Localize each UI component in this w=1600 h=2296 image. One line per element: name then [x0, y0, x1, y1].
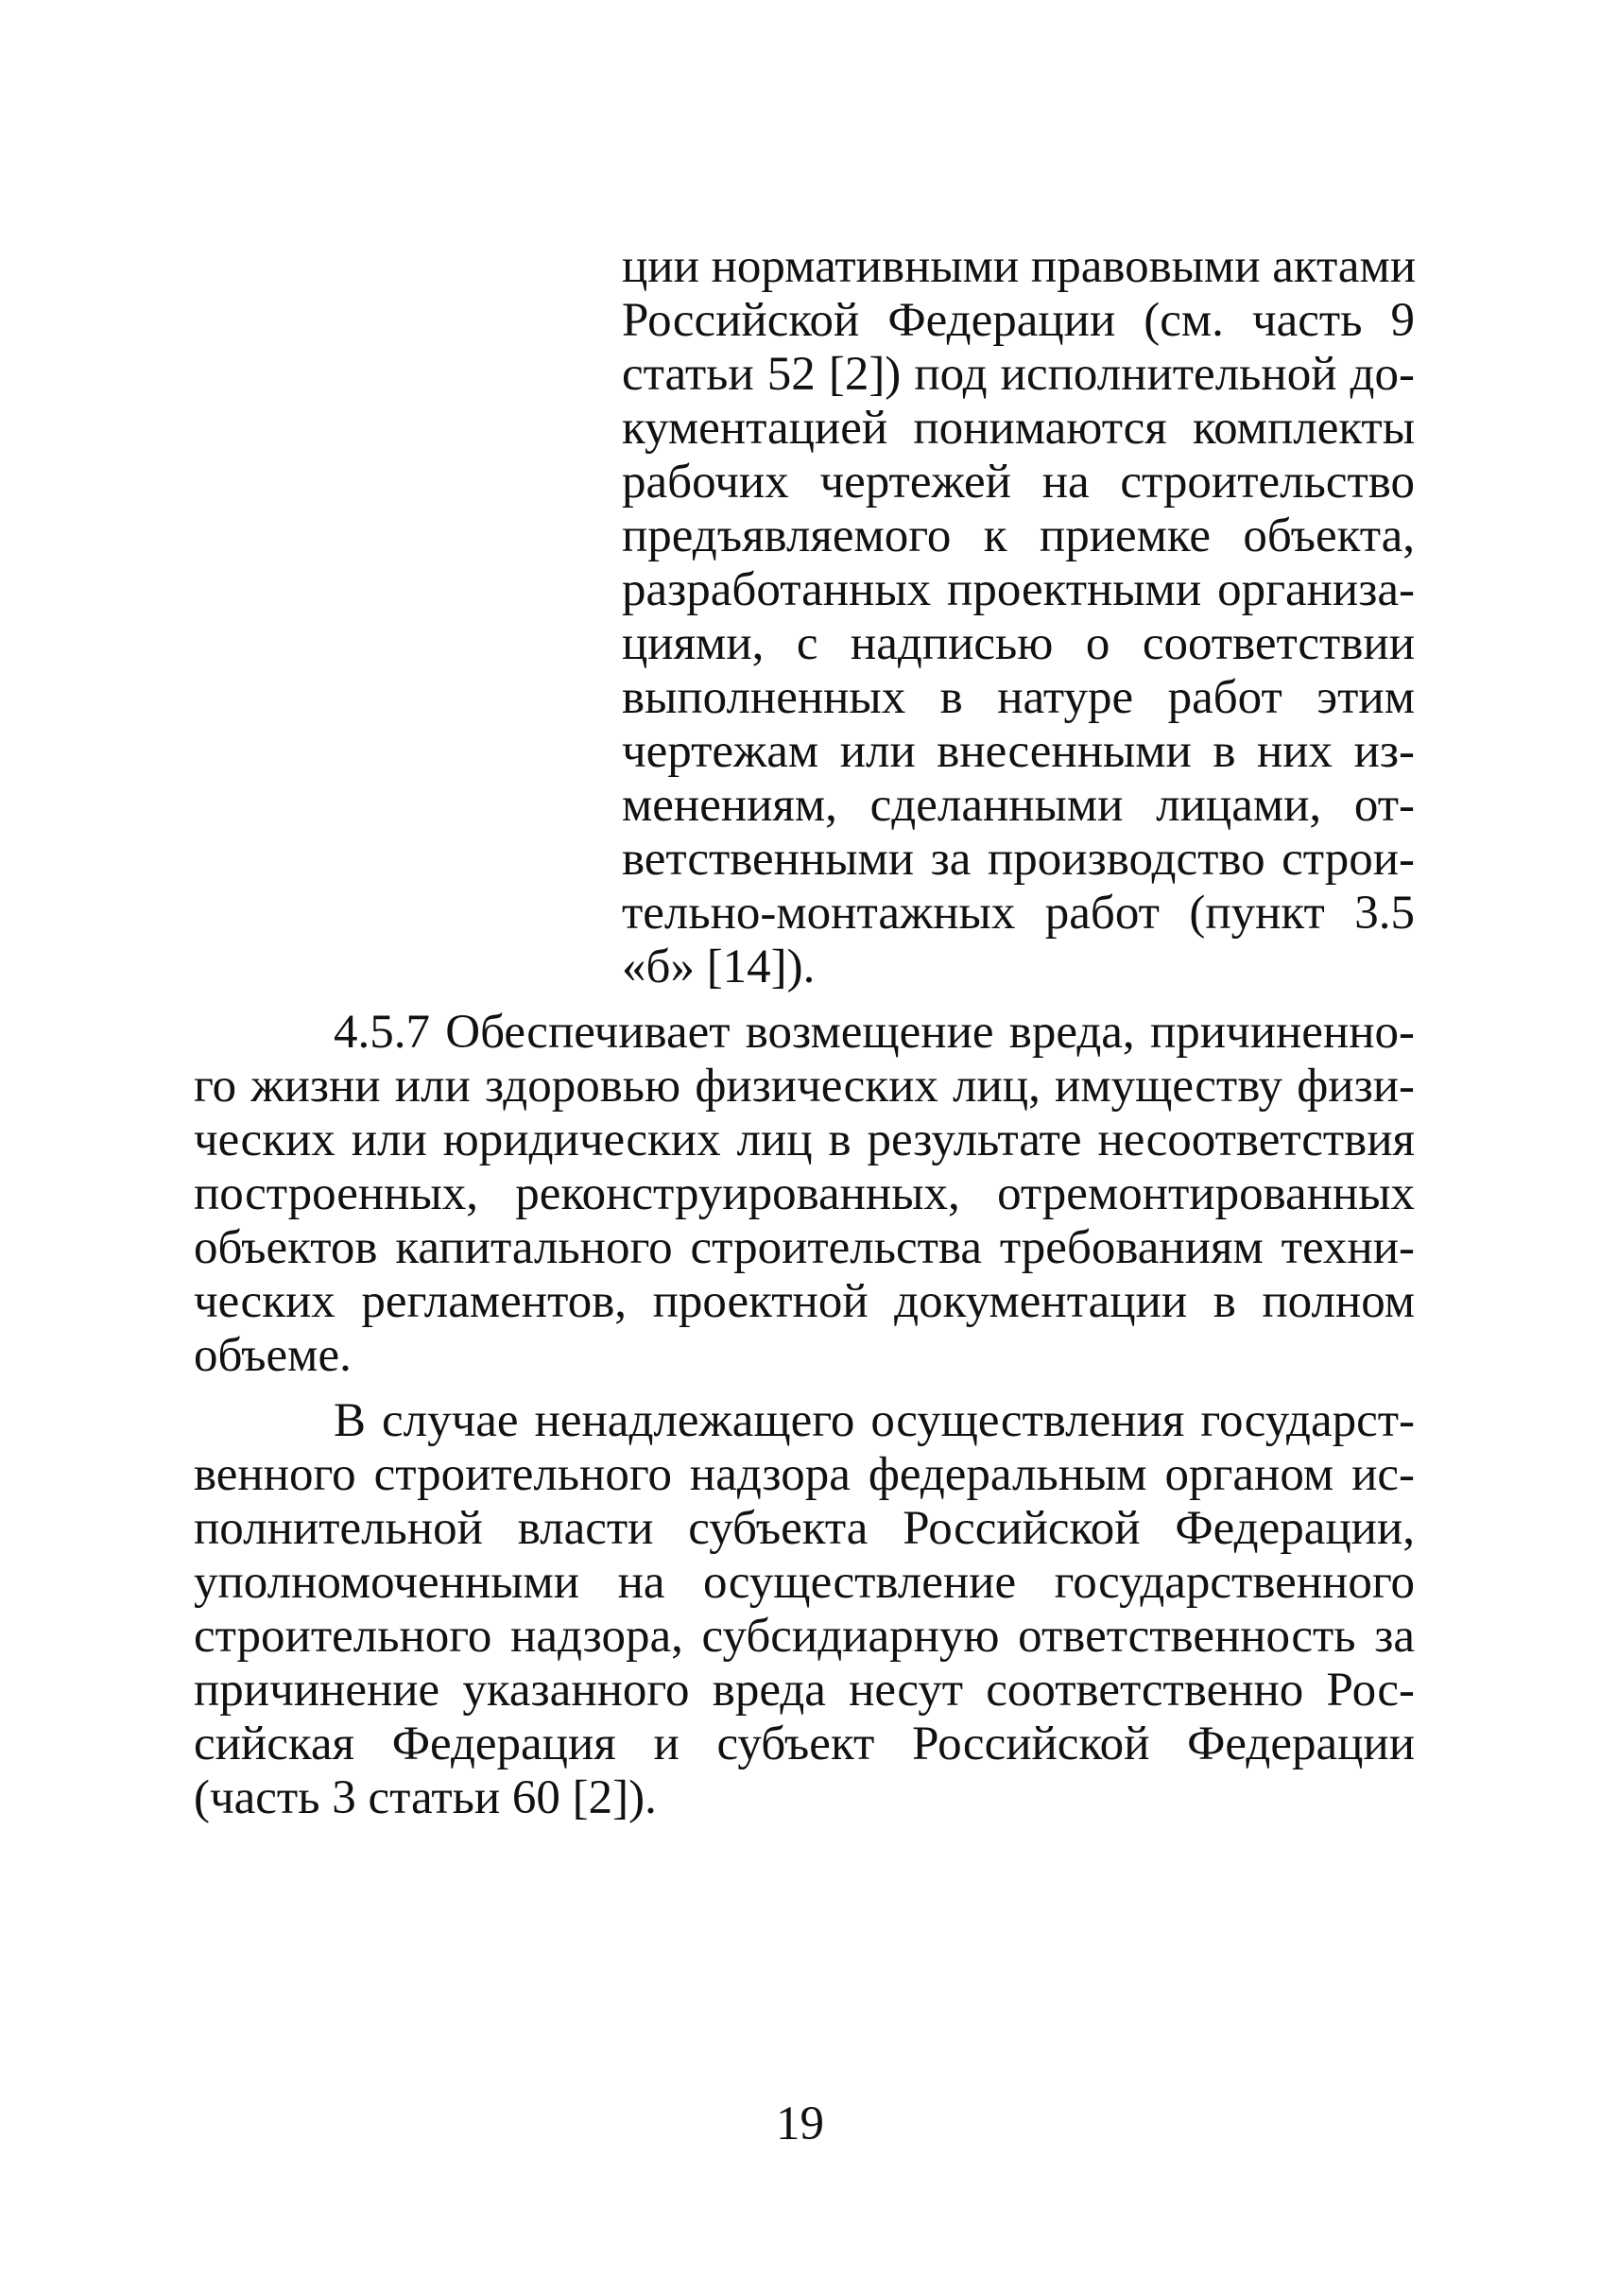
text-line: уполномоченными на осуществление государственного [194, 1556, 1415, 1609]
clause-first-line: 4.5.7 Обеспечивает возмещение вреда, причиненно- [334, 1006, 1415, 1059]
text-line: менениям, сделанными лицами, от- [622, 779, 1415, 832]
text-line: ческих регламентов, проектной документации в полном [194, 1275, 1415, 1328]
text-line: (часть 3 статьи 60 [2]). [194, 1771, 657, 1824]
text-line: чертежам или внесенными в них из- [622, 725, 1415, 778]
text-line: ветственными за производство строи- [622, 833, 1415, 886]
text-line: тельно-монтажных работ (пункт 3.5 [622, 887, 1415, 940]
text-line: предъявляемого к приемке объекта, [622, 509, 1415, 562]
text-line: кументацией понимаются комплекты [622, 402, 1415, 455]
page-number: 19 [776, 2097, 824, 2150]
text-line: выполненных в натуре работ этим [622, 671, 1415, 724]
text-line: го жизни или здоровью физических лиц, имуществу физи- [194, 1060, 1415, 1113]
text-line: рабочих чертежей на строительство [622, 456, 1415, 509]
text-line: строительного надзора, субсидиарную ответственность за [194, 1610, 1415, 1663]
text-line: венного строительного надзора федеральным органом ис- [194, 1448, 1415, 1501]
text-line: разработанных проектными организа- [622, 563, 1415, 616]
text-line: статьи 52 [2]) под исполнительной до- [622, 348, 1415, 401]
text-line: построенных, реконструированных, отремонтированных [194, 1167, 1415, 1220]
paragraph-first-line: В случае ненадлежащего осуществления государст- [334, 1394, 1415, 1447]
text-line: Российской Федерации (см. часть 9 [622, 294, 1415, 347]
text-line: объеме. [194, 1329, 352, 1382]
text-line: полнительной власти субъекта Российской Федерации, [194, 1502, 1415, 1555]
text-line: сийская Федерация и субъект Российской Федерации [194, 1718, 1415, 1770]
text-line: причинение указанного вреда несут соответственно Рос- [194, 1664, 1415, 1717]
text-line: «б» [14]). [622, 941, 816, 993]
text-line: циями, с надписью о соответствии [622, 617, 1415, 670]
text-line: объектов капитального строительства требованиям техни- [194, 1221, 1415, 1274]
text-line: ции нормативными правовыми актами [622, 240, 1417, 293]
text-line: ческих или юридических лиц в результате несоответствия [194, 1113, 1415, 1166]
